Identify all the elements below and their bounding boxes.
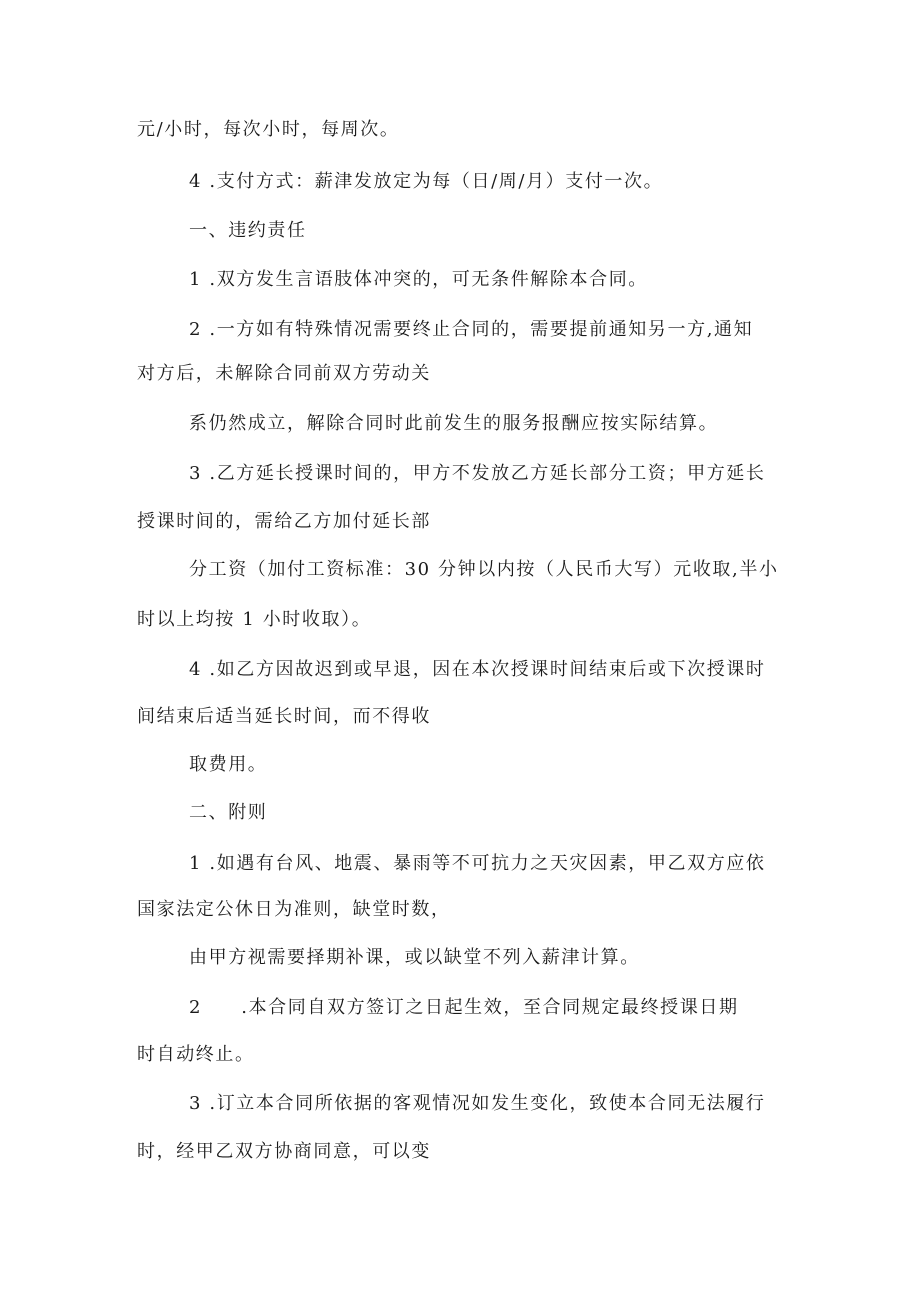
text-line-1: 元/小时，每次小时，每周次。 bbox=[137, 119, 400, 140]
text-line-9: 授课时间的，需给乙方加付延长部 bbox=[137, 511, 431, 532]
text-line-6: 对方后，未解除合同前双方劳动关 bbox=[137, 363, 431, 384]
text-line-19: 2 .本合同自双方签订之日起生效，至合同规定最终授课日期 bbox=[189, 997, 739, 1018]
text-line-21: 3 .订立本合同所依据的客观情况如发生变化，致使本合同无法履行 bbox=[189, 1093, 766, 1114]
text-line-18: 由甲方视需要择期补课，或以缺堂不列入薪津计算。 bbox=[189, 947, 640, 968]
section-heading-liability: 一、违约责任 bbox=[189, 220, 307, 241]
text-line-10: 分工资（加付工资标准：30 分钟以内按（人民币大写）元收取,半小 bbox=[189, 559, 779, 580]
text-line-16: 1 .如遇有台风、地震、暴雨等不可抗力之天灾因素，甲乙双方应依 bbox=[189, 853, 766, 874]
text-line-8: 3 .乙方延长授课时间的，甲方不发放乙方延长部分工资；甲方延长 bbox=[189, 463, 766, 484]
section-heading-appendix: 二、附则 bbox=[189, 802, 268, 823]
text-line-17: 国家法定公休日为准则，缺堂时数， bbox=[137, 899, 451, 920]
text-line-4: 1 .双方发生言语肢体冲突的，可无条件解除本合同。 bbox=[189, 269, 648, 290]
text-line-13: 间结束后适当延长时间，而不得收 bbox=[137, 706, 431, 727]
text-line-2: 4 .支付方式：薪津发放定为每（日/周/月）支付一次。 bbox=[189, 171, 664, 192]
text-line-11: 时以上均按 1 小时收取）。 bbox=[137, 609, 372, 630]
text-line-22: 时，经甲乙双方协商同意，可以变 bbox=[137, 1141, 431, 1162]
text-line-7: 系仍然成立，解除合同时此前发生的服务报酬应按实际结算。 bbox=[189, 413, 719, 434]
text-line-20: 时自动终止。 bbox=[137, 1044, 255, 1065]
text-line-12: 4 .如乙方因故迟到或早退，因在本次授课时间结束后或下次授课时 bbox=[189, 659, 766, 680]
text-line-5: 2 .一方如有特殊情况需要终止合同的，需要提前通知另一方,通知 bbox=[189, 319, 754, 340]
text-line-14: 取费用。 bbox=[189, 754, 268, 775]
